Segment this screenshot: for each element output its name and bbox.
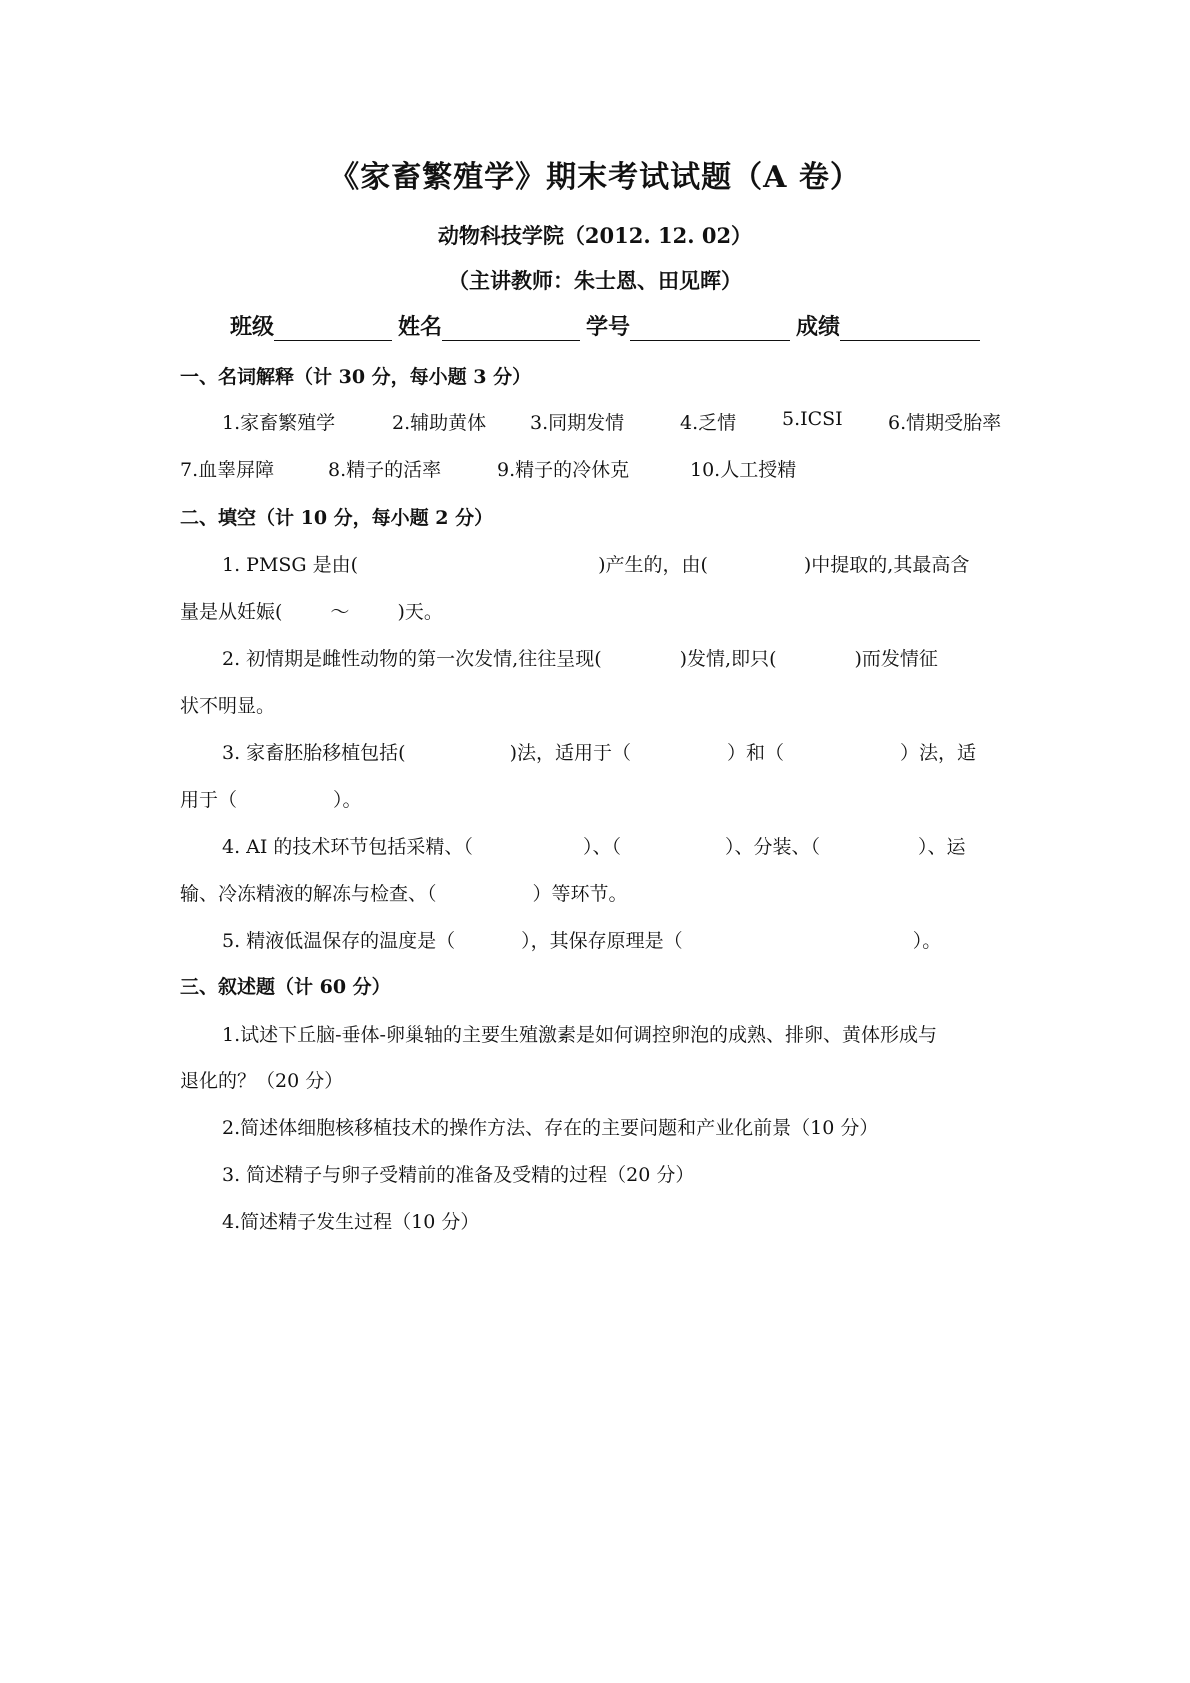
essay-q4: 4.简述精子发生过程（10 分）: [222, 1211, 480, 1233]
name-blank[interactable]: [442, 314, 580, 341]
teachers-line: （主讲教师：朱士恩、田见晖）: [448, 268, 742, 293]
fill-q1-line1: [222, 550, 969, 577]
fill-q1-line2: [180, 597, 443, 624]
fill-q2-text-b: )发情,即只(: [679, 648, 777, 670]
fill-q3-line1: [222, 738, 976, 765]
fill-q4-text-b: ）、（: [582, 836, 621, 858]
fill-q3-text-c: ）和（: [727, 742, 785, 764]
class-label: 班级: [230, 314, 275, 340]
college-date: 动物科技学院（2012. 12. 02）: [437, 223, 753, 248]
fill-q4-text-e: 输、冷冻精液的解冻与检查、（: [180, 883, 437, 905]
fill-q2-line1: [222, 644, 938, 671]
fill-q1-text-c: )中提取的,其最高含: [803, 554, 970, 576]
fill-q5-line1: [222, 926, 941, 953]
term-4: 4.乏情: [680, 412, 737, 434]
fill-q1-tilde: ～: [330, 601, 350, 623]
term-7: 7.血睾屏障: [180, 459, 275, 481]
fill-q2-line2: 状不明显。: [180, 695, 276, 717]
fill-q3-line2: [180, 785, 362, 812]
fill-q3-text-e: 用于（: [180, 789, 238, 811]
student-info-row: [230, 310, 986, 341]
fill-q1-text-d: 量是从妊娠(: [180, 601, 283, 623]
essay-q1-line1: 1.试述下丘脑-垂体-卵巢轴的主要生殖激素是如何调控卵泡的成熟、排卵、黄体形成与: [222, 1024, 937, 1046]
section3-heading: 三、叙述题（计 60 分）: [180, 976, 391, 998]
term-10: 10.人工授精: [690, 459, 797, 481]
student-id-label: 学号: [586, 314, 631, 340]
fill-q5-text-a: 5. 精液低温保存的温度是（: [222, 930, 456, 952]
fill-q4-text-f: ）等环节。: [532, 883, 628, 905]
fill-q1-text-f: )天。: [397, 601, 443, 623]
section1-heading: 一、名词解释（计 30 分，每小题 3 分）: [180, 366, 532, 388]
fill-q3-text-d: ）法，适: [900, 742, 977, 764]
essay-q2: 2.简述体细胞核移植技术的操作方法、存在的主要问题和产业化前景（10 分）: [222, 1117, 879, 1139]
fill-q5-text-c: ）。: [912, 930, 942, 952]
fill-q2-text-c: )而发情征: [854, 648, 938, 670]
essay-q1-line2: 退化的？（20 分）: [180, 1070, 344, 1092]
fill-q3-text-f: ）。: [333, 789, 362, 811]
fill-q3-text-b: )法，适用于（: [509, 742, 632, 764]
term-5: 5.ICSI: [782, 408, 843, 430]
section2-heading: 二、填空（计 10 分，每小题 2 分）: [180, 507, 494, 529]
name-label: 姓名: [398, 314, 443, 340]
fill-q5-text-b: ），其保存原理是（: [521, 930, 683, 952]
fill-q2-text-a: 2. 初情期是雌性动物的第一次发情,往往呈现(: [222, 648, 602, 670]
fill-q1-text-a: 1. PMSG 是由(: [222, 554, 359, 576]
fill-q4-text-a: 4. AI 的技术环节包括采精、（: [222, 836, 473, 858]
term-2: 2.辅助黄体: [392, 412, 487, 434]
fill-q4-text-c: ）、分装、（: [724, 836, 820, 858]
score-label: 成绩: [796, 314, 841, 340]
essay-q3: 3. 简述精子与卵子受精前的准备及受精的过程（20 分）: [222, 1164, 695, 1186]
student-id-blank[interactable]: [630, 314, 790, 341]
term-8: 8.精子的活率: [328, 459, 442, 481]
class-blank[interactable]: [274, 314, 392, 341]
term-9: 9.精子的冷休克: [497, 459, 630, 481]
fill-q4-line2: [180, 879, 628, 906]
term-1: 1.家畜繁殖学: [222, 412, 336, 434]
term-3: 3.同期发情: [530, 412, 625, 434]
fill-q3-text-a: 3. 家畜胚胎移植包括(: [222, 742, 406, 764]
term-6: 6.情期受胎率: [888, 412, 1002, 434]
fill-q4-text-d: ）、运: [917, 836, 966, 858]
exam-title: 《家畜繁殖学》期末考试试题（A 卷）: [329, 160, 861, 195]
fill-q1-text-b: )产生的，由(: [598, 554, 708, 576]
fill-q4-line1: [222, 832, 965, 859]
score-blank[interactable]: [840, 314, 980, 341]
